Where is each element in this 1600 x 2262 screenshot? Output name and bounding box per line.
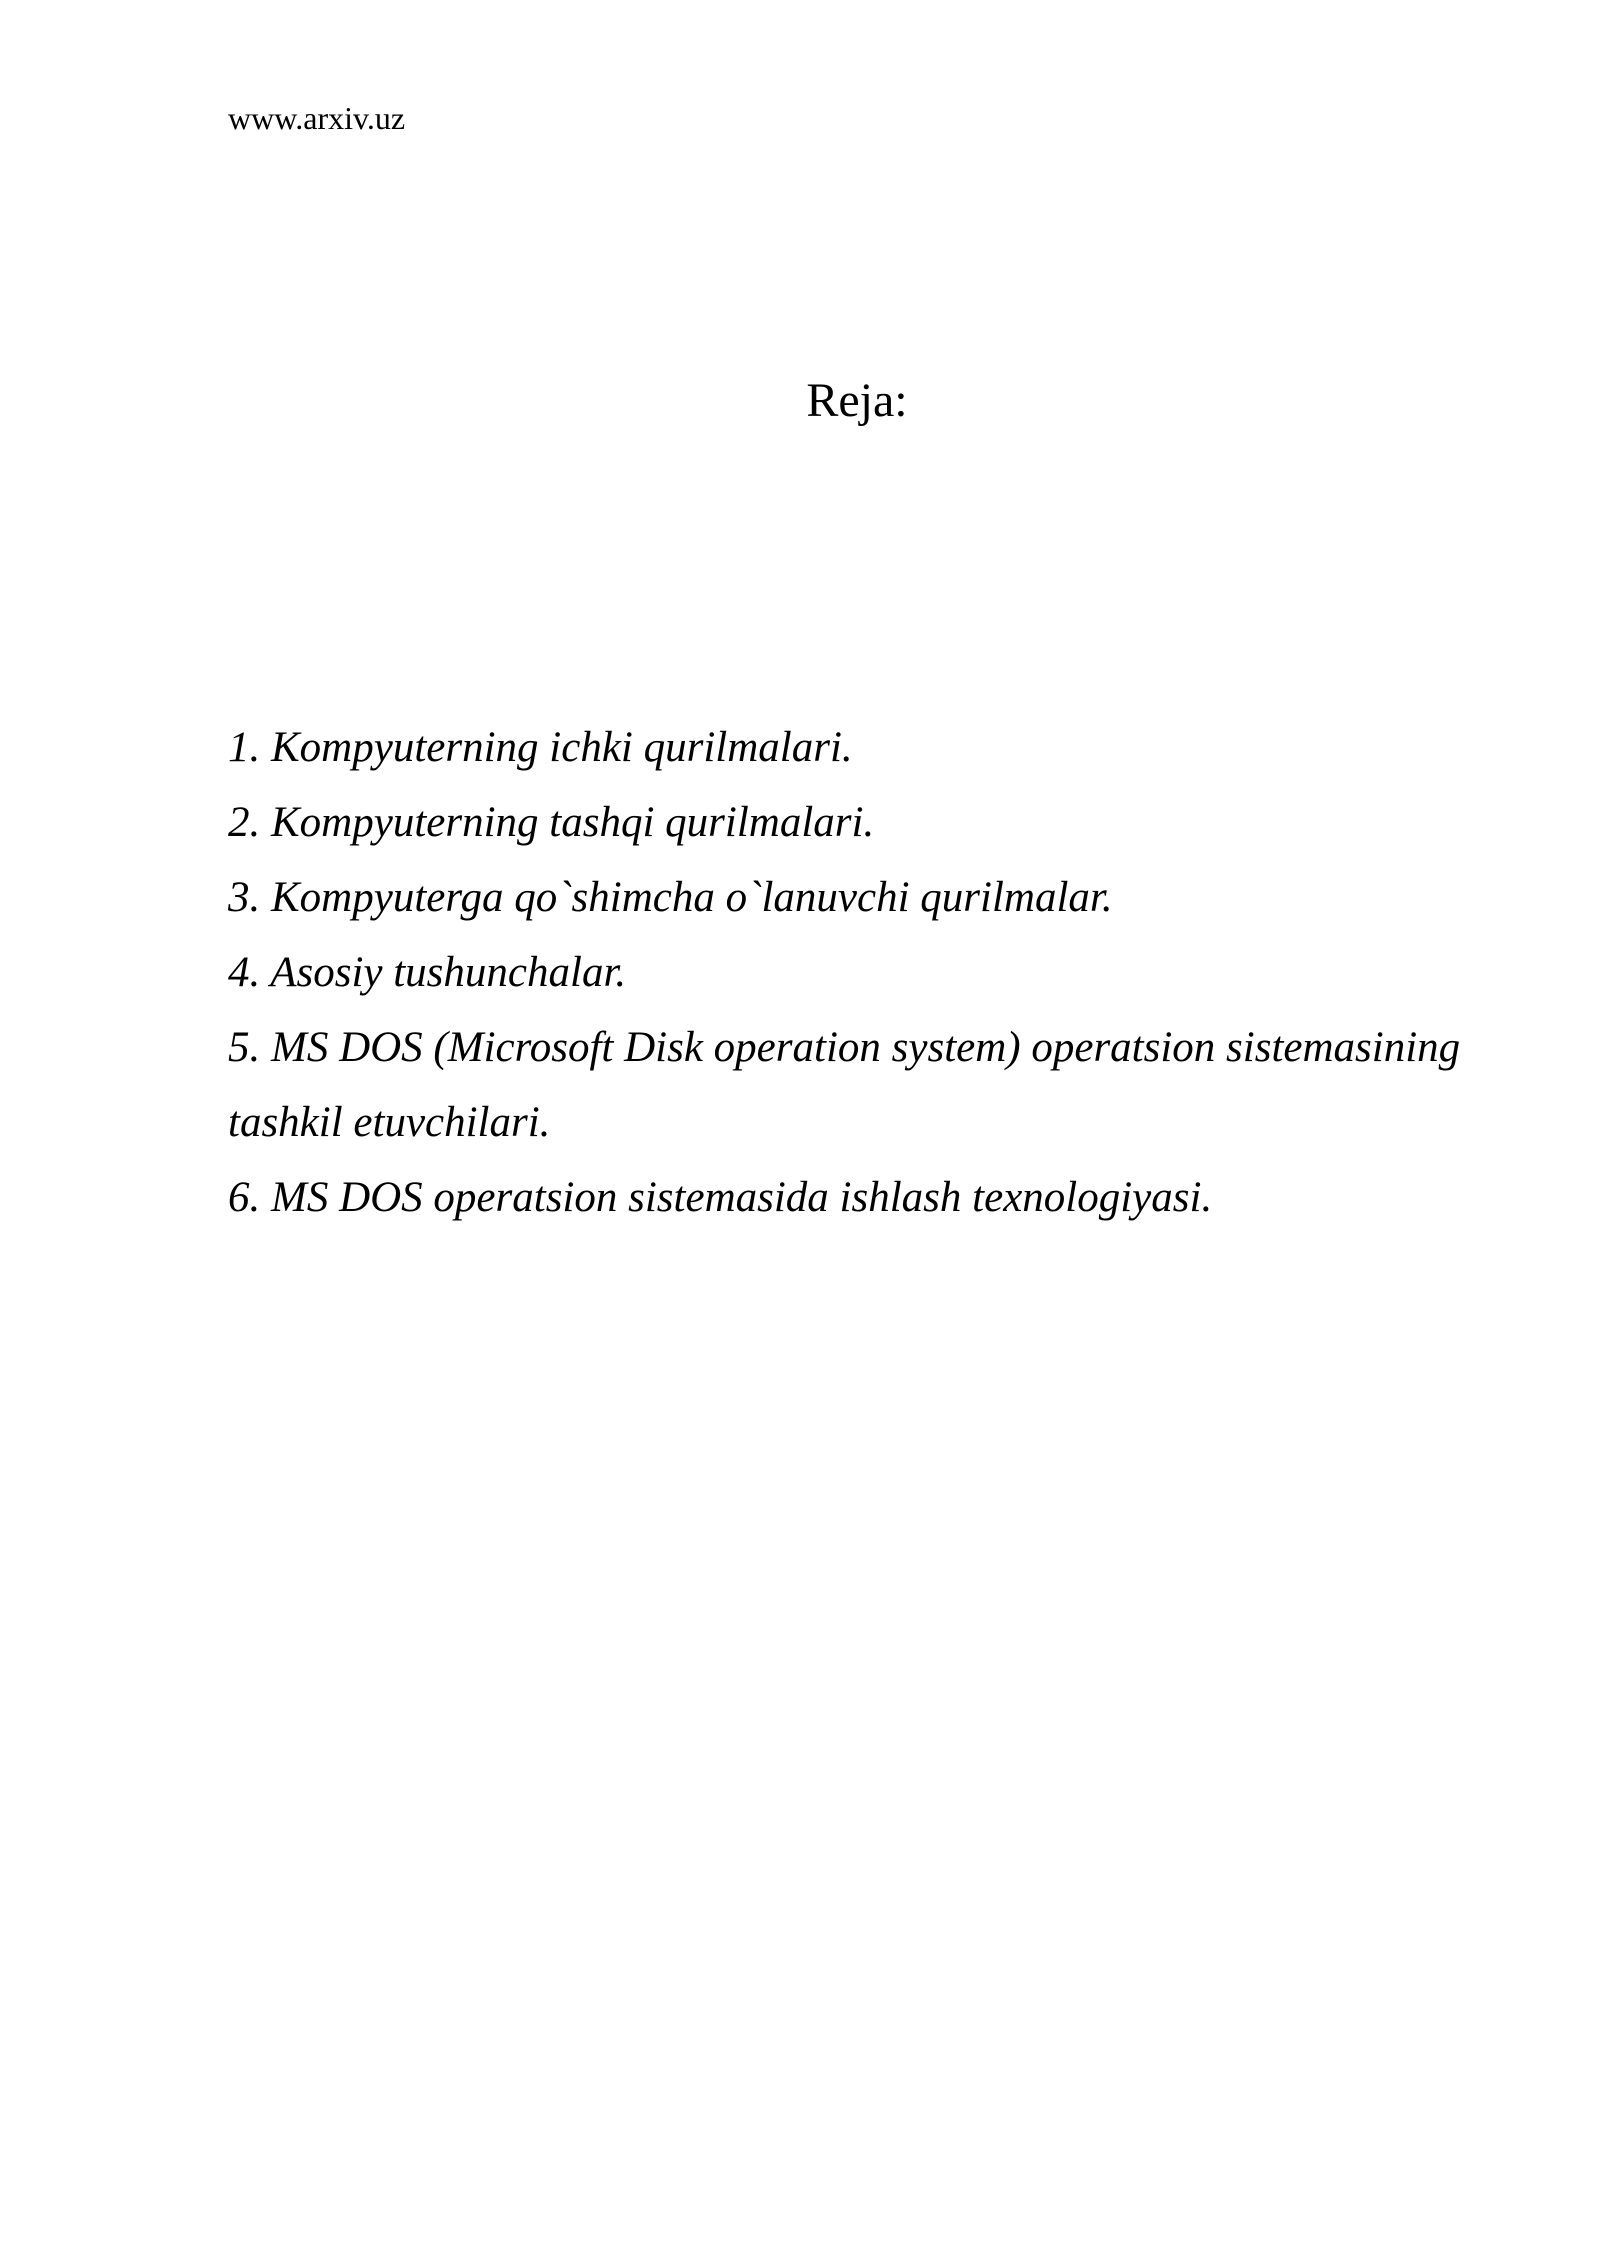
list-item: 3. Kompyuterga qo`shimcha o`lanuvchi qurilmalar. xyxy=(228,874,1113,921)
page-title: Reja: xyxy=(806,374,908,427)
header-website-url: www.arxiv.uz xyxy=(228,100,406,136)
plan-list xyxy=(228,710,1486,1235)
list-item: 4. Asosiy tushunchalar. xyxy=(228,949,627,996)
list-item: 6. MS DOS operatsion sistemasida ishlash texnologiyasi. xyxy=(228,1174,1213,1221)
list-item: 2. Kompyuterning tashqi qurilmalari. xyxy=(228,799,875,846)
list-item: 1. Kompyuterning ichki qurilmalari. xyxy=(228,724,853,771)
list-item: 5. MS DOS (Microsoft Disk operation system) operatsion sistemasining tashkil etuvchilari. xyxy=(228,1024,1461,1146)
